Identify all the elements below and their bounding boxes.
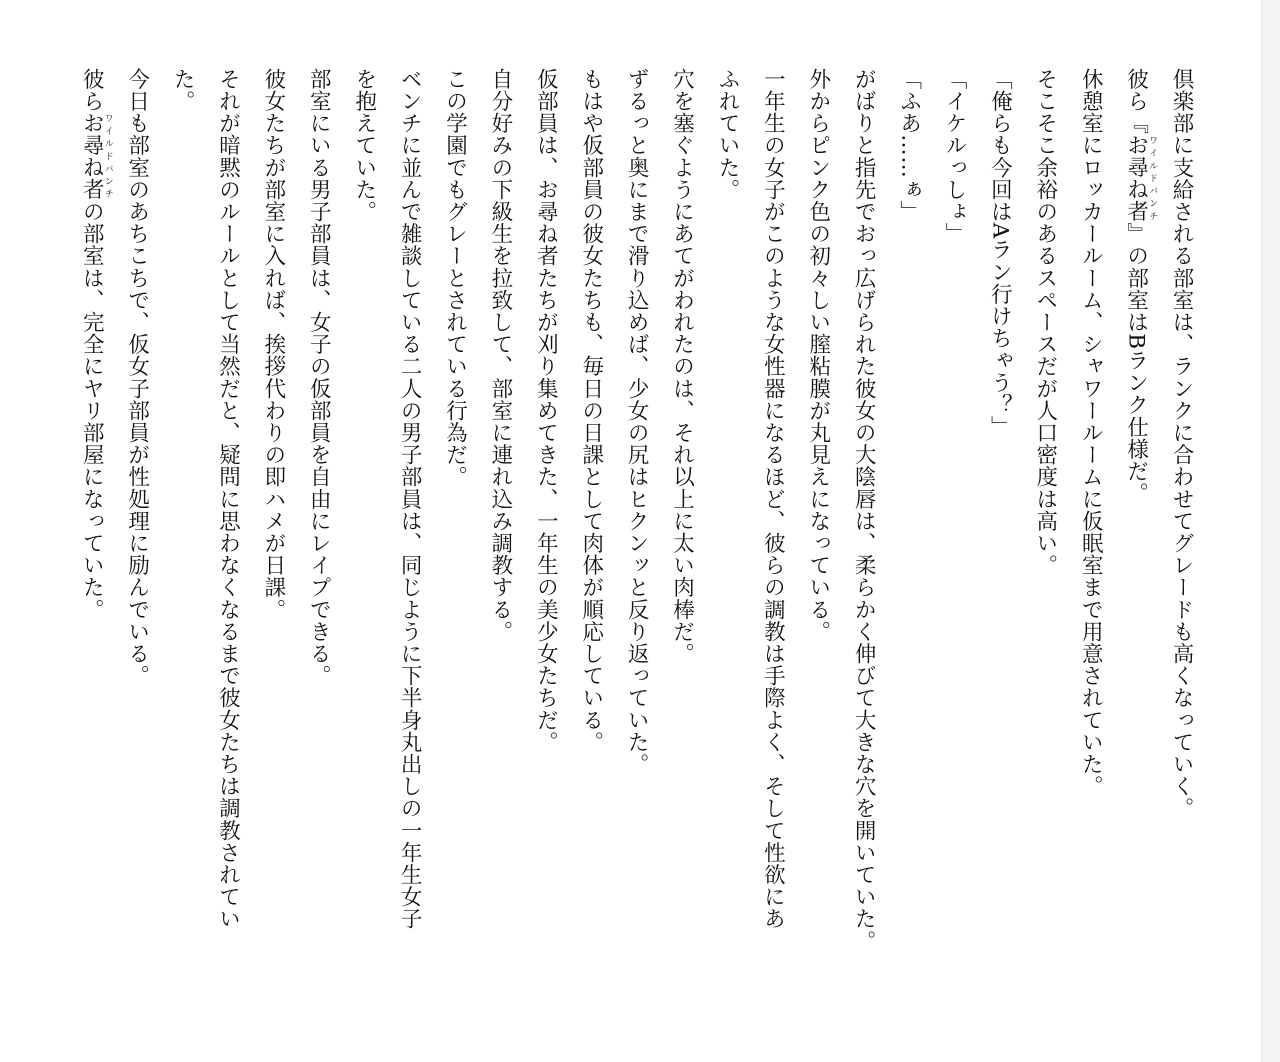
text-line: た。 — [170, 68, 196, 113]
ruby-base: お尋ね者 — [1123, 134, 1149, 223]
text-line: 今日も部室のあちこちで、仮女子部員が性処理に励んでいる。 — [124, 68, 150, 687]
furigana-term — [79, 112, 113, 201]
text-line: 外からピンク色の初々しい膣粘膜が丸見えになっている。 — [805, 68, 831, 643]
text-line: 部室にいる男子部員は、女子の仮部員を自由にレイプできる。 — [306, 68, 332, 687]
text-line: それが暗黙のルールとして当然だと、疑問に思わなくなるまで彼女たちは調教されてい — [215, 68, 241, 930]
text-segment: 』の部室はBランク仕様だ。 — [1123, 222, 1149, 505]
text-line: を抱えていた。 — [351, 68, 377, 223]
text-line: 倶楽部に支給される部室は、ランクに合わせてグレードも高くなっていく。 — [1169, 68, 1194, 820]
ruby-base: お尋ね者 — [79, 112, 105, 201]
text-line: 休憩室にロッカールーム、シャワールームに仮眠室まで用意されていた。 — [1078, 68, 1104, 798]
text-line: 仮部員は、お尋ね者たちが刈り集めてきた、一年生の美少女たちだ。 — [533, 68, 559, 754]
text-line: 彼女たちが部室に入れば、挨拶代わりの即ハメが日課。 — [260, 68, 286, 621]
dialogue-line: 「俺らも今回はAラン行けちゃう？」 — [987, 68, 1013, 438]
text-line: ベンチに並んで雑談している二人の男子部員は、同じように下半身丸出しの一年生女子 — [397, 68, 423, 930]
furigana-term — [1123, 134, 1158, 223]
text-line: がばりと指先でおっ広げられた彼女の大陰唇は、柔らかく伸びて大きな穴を開いていた。 — [851, 68, 877, 952]
text-segment: の部室は、完全にヤリ部屋になっていた。 — [79, 200, 105, 621]
text-line: もはや仮部員の彼女たちも、毎日の日課として肉体が順応している。 — [578, 68, 604, 754]
text-line — [1113, 68, 1158, 1058]
text-line: この学園でもグレーとされている行為だ。 — [442, 68, 468, 488]
text-line — [69, 68, 114, 1058]
page-edge — [1261, 0, 1280, 1062]
dialogue-line: 「ふあ……ぁ」 — [896, 68, 922, 223]
dialogue-line: 「イケルっしょ」 — [941, 68, 967, 245]
text-segment: 彼ら『 — [1123, 68, 1149, 135]
text-line: 一年生の女子がこのような女性器になるほど、彼らの調教は手際よく、そして性欲にあ — [760, 68, 786, 930]
vertical-text-body — [69, 68, 1204, 1058]
text-line: そこそこ余裕のあるスペースだが人口密度は高い。 — [1032, 68, 1058, 577]
ruby-reading: ワイルドバンチ — [102, 112, 113, 201]
text-segment: 彼ら — [79, 68, 105, 113]
text-line: 自分好みの下級生を拉致して、部室に連れ込み調教する。 — [487, 68, 513, 643]
text-line: ずるっと奥にまで滑り込めば、少女の尻はヒクンッと反り返っていた。 — [624, 68, 650, 776]
text-line: 穴を塞ぐようにあてがわれたのは、それ以上に太い肉棒だ。 — [669, 68, 695, 665]
text-line: ふれていた。 — [714, 68, 740, 201]
ruby-reading: ワイルドバンチ — [1147, 134, 1158, 223]
